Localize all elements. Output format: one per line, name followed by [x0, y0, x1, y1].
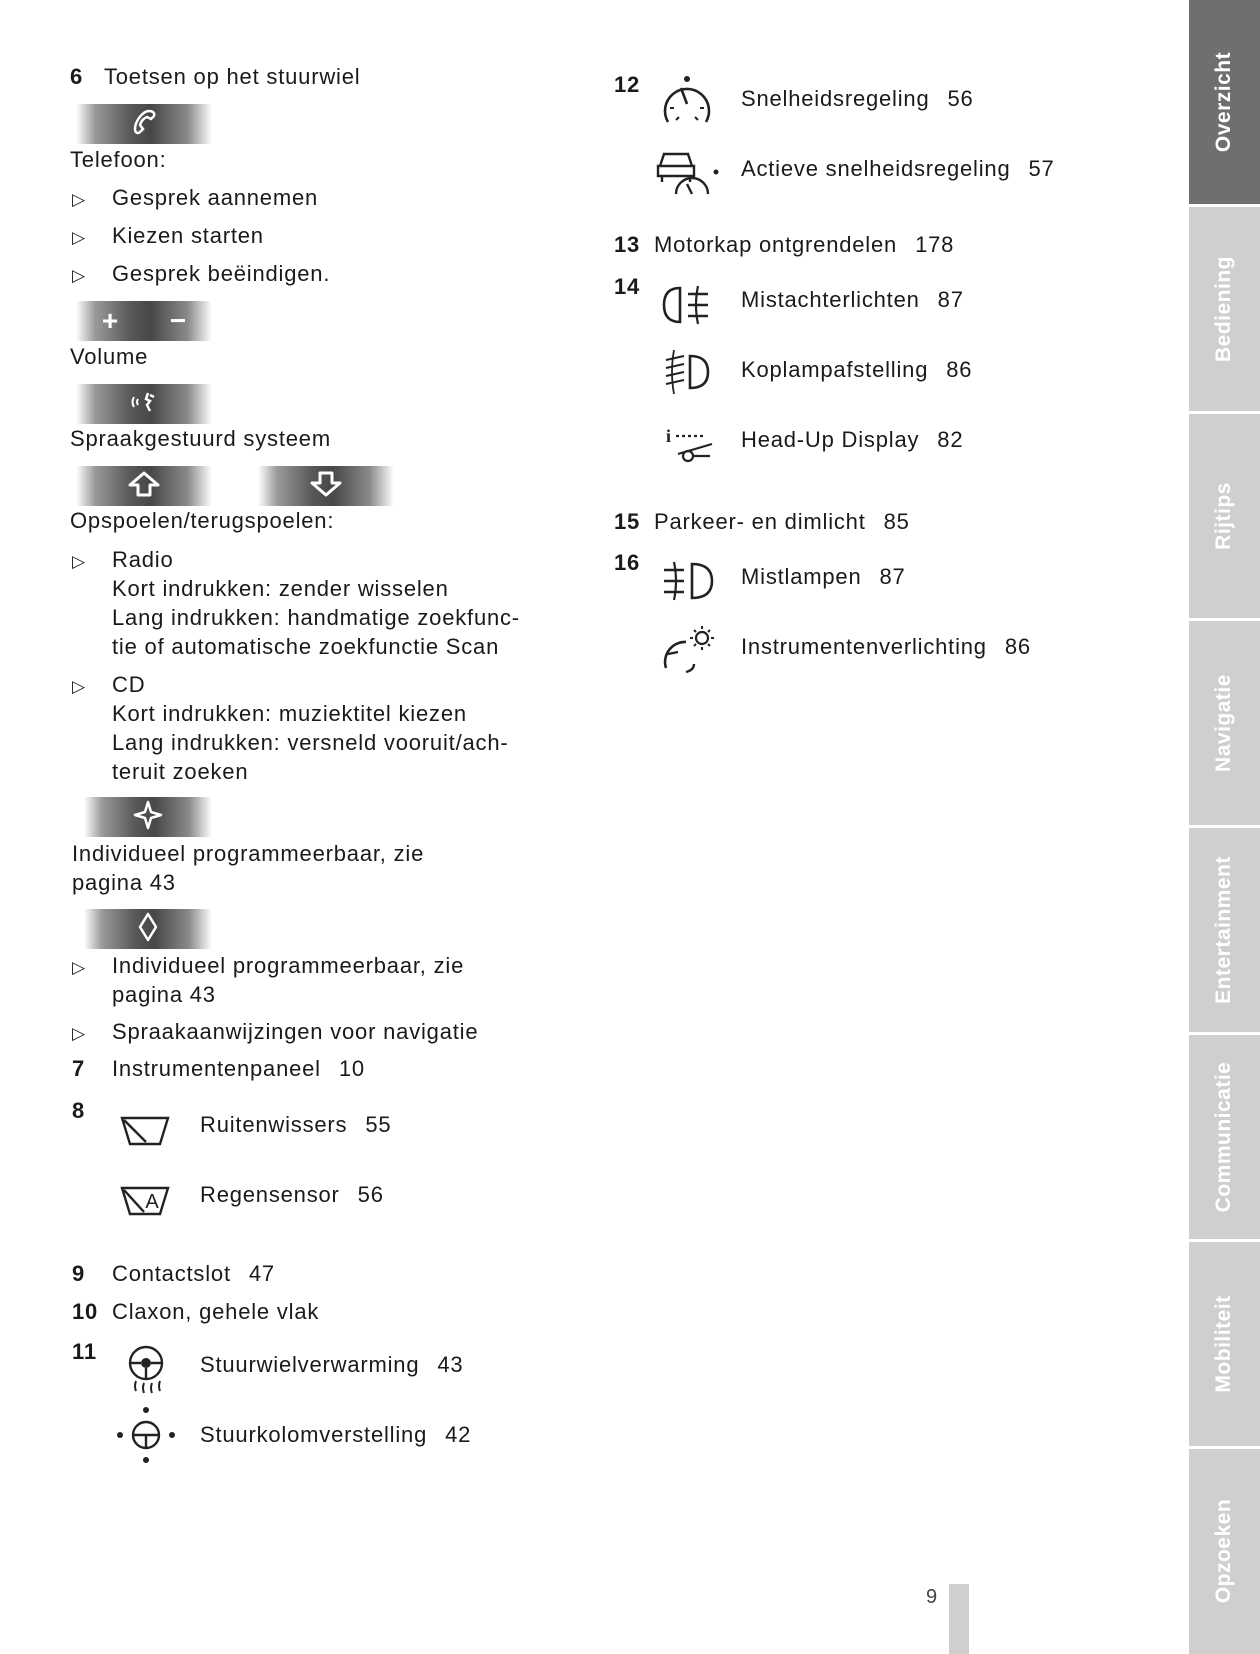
bullet-triangle-icon: ▷ [72, 266, 86, 285]
page-number: 9 [926, 1586, 938, 1608]
rain-sensor-icon [116, 1180, 176, 1220]
section-6-heading [70, 62, 360, 92]
item-9: 9 Contactslot 47 [72, 1261, 275, 1286]
active-cruise-control-icon [654, 144, 722, 196]
fog-entry: Mistlampen 87 [741, 564, 906, 589]
svg-text:A: A [145, 1191, 159, 1213]
list-item: ▷ Gesprek aannemen [72, 185, 319, 210]
hud-entry: Head-Up Display 82 [741, 427, 964, 452]
active-cruise-entry: Actieve snelheidsregeling 57 [741, 156, 1055, 181]
wiper-icon [116, 1110, 176, 1150]
list-item: ▷ Individueel programmeerbaar, zie [72, 953, 465, 978]
arrow-up-icon [127, 470, 161, 503]
star-description: Individueel programmeerbaar, zie [72, 841, 425, 866]
list-item: ▷ CD [72, 672, 146, 697]
item-11-number: 11 [72, 1339, 97, 1364]
plus-icon: + [101, 305, 119, 336]
bullet-triangle-icon: ▷ [72, 1024, 86, 1043]
phone-key [76, 104, 212, 144]
bullet-triangle-icon: ▷ [72, 677, 86, 696]
item-16-number: 16 [614, 550, 641, 575]
voice-label: Spraakgestuurd systeem [70, 426, 331, 451]
tab-opzoeken[interactable]: Opzoeken [1189, 1449, 1260, 1654]
diamond-item-line: pagina 43 [112, 982, 216, 1007]
phone-icon [127, 107, 161, 142]
seek-down-key [258, 466, 394, 506]
item-12-number: 12 [614, 72, 641, 97]
tab-mobiliteit[interactable]: Mobiliteit [1189, 1242, 1260, 1446]
seek-up-key [76, 466, 212, 506]
headlamp-range-icon [660, 348, 714, 396]
list-item: ▷ Kiezen starten [72, 223, 264, 248]
rear-fog-light-icon [660, 282, 714, 328]
steering-heating-entry: Stuurwielverwarming 43 [200, 1352, 464, 1377]
instrument-lighting-icon [660, 624, 716, 674]
volume-label: Volume [70, 344, 149, 369]
tab-navigatie[interactable]: Navigatie [1189, 621, 1260, 825]
fog-light-icon [660, 558, 718, 604]
item-7: 7 Instrumentenpaneel 10 [72, 1056, 365, 1081]
diamond-key [84, 909, 212, 949]
bullet-triangle-icon: ▷ [72, 190, 86, 209]
cd-line: teruit zoeken [112, 759, 249, 784]
item-14-number: 14 [614, 274, 641, 299]
star-key [84, 797, 212, 837]
steering-wheel-heating-icon [122, 1343, 170, 1395]
arrow-down-icon [309, 470, 343, 503]
radio-line: Kort indrukken: zender wisselen [112, 576, 449, 601]
list-item: ▷ Spraakaanwijzingen voor navigatie [72, 1019, 479, 1044]
tab-entertainment[interactable]: Entertainment [1189, 828, 1260, 1032]
item-8-number: 8 [72, 1098, 86, 1123]
cd-line: Lang indrukken: versneld vooruit/ach- [112, 730, 509, 755]
item-15: 15 Parkeer- en dimlicht 85 [614, 509, 910, 534]
list-item: ▷ Gesprek beëindigen. [72, 261, 331, 286]
voice-command-icon [126, 387, 162, 422]
page-number-bar [949, 1584, 969, 1654]
bullet-triangle-icon: ▷ [72, 552, 86, 571]
bullet-triangle-icon: ▷ [72, 228, 86, 247]
phone-label: Telefoon: [70, 147, 167, 172]
star-description: pagina 43 [72, 870, 176, 895]
radio-line: Lang indrukken: handmatige zoekfunc- [112, 605, 520, 630]
svg-text:i: i [666, 426, 672, 446]
cruise-control-icon [660, 74, 714, 130]
cd-line: Kort indrukken: muziektitel kiezen [112, 701, 467, 726]
minus-icon: − [169, 305, 187, 336]
tab-bediening[interactable]: Bediening [1189, 207, 1260, 411]
diamond-icon [136, 911, 160, 948]
tab-communicatie[interactable]: Communicatie [1189, 1035, 1260, 1239]
section-number: 6 [70, 64, 84, 89]
instrument-lighting-entry: Instrumentenverlichting 86 [741, 634, 1031, 659]
voice-key [76, 384, 212, 424]
volume-key [76, 301, 212, 341]
rain-sensor-entry: Regensensor 56 [200, 1182, 384, 1207]
list-item: ▷ Radio [72, 547, 174, 572]
item-10: 10 Claxon, gehele vlak [72, 1299, 320, 1324]
steering-column-entry: Stuurkolomverstelling 42 [200, 1422, 472, 1447]
steering-column-adjust-icon [116, 1405, 176, 1465]
section-title: Toetsen op het stuurwiel [103, 64, 361, 89]
item-13: 13 Motorkap ontgrendelen 178 [614, 232, 955, 257]
seek-label: Opspoelen/terugspoelen: [70, 508, 335, 533]
wipers-entry: Ruitenwissers 55 [200, 1112, 392, 1137]
rear-fog-entry: Mistachterlichten 87 [741, 287, 964, 312]
headlamp-entry: Koplampafstelling 86 [741, 357, 973, 382]
tab-rijtips[interactable]: Rijtips [1189, 414, 1260, 618]
cruise-entry: Snelheidsregeling 56 [741, 86, 974, 111]
radio-line: tie of automatische zoekfunctie Scan [112, 634, 500, 659]
head-up-display-icon [664, 424, 716, 464]
star-icon [132, 799, 164, 836]
bullet-triangle-icon: ▷ [72, 958, 86, 977]
sidebar [1189, 0, 1260, 1654]
tab-overzicht[interactable]: Overzicht [1189, 0, 1260, 204]
